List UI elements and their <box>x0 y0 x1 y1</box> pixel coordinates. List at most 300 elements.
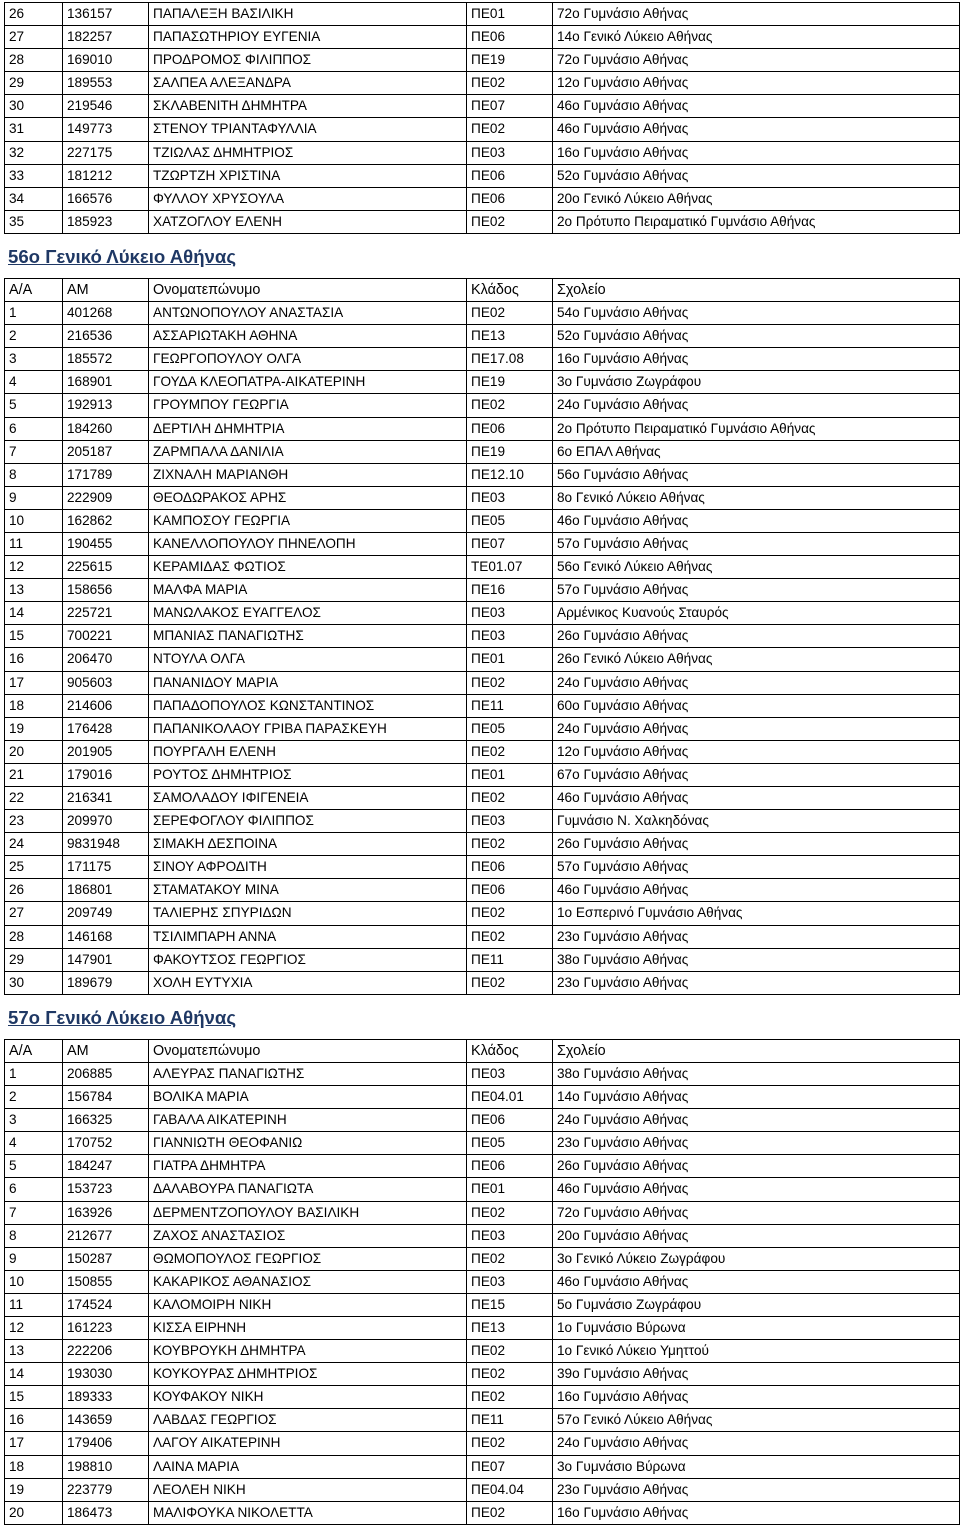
cell-school: 3ο Γυμνάσιο Ζωγράφου <box>553 371 960 394</box>
cell-name: ΘΕΟΔΩΡΑΚΟΣ ΑΡΗΣ <box>149 486 467 509</box>
table-header-row <box>5 278 960 301</box>
cell-school: 46ο Γυμνάσιο Αθήνας <box>553 118 960 141</box>
cell-klados: ΠΕ11 <box>467 1409 553 1432</box>
cell-klados: ΠΕ06 <box>467 187 553 210</box>
cell-klados: ΠΕ03 <box>467 141 553 164</box>
cell-aa: 20 <box>5 1501 63 1524</box>
cell-school: 57ο Γυμνάσιο Αθήνας <box>553 532 960 555</box>
table-row <box>5 187 960 210</box>
table-row <box>5 1455 960 1478</box>
cell-name: ΚΑΜΠΟΣΟΥ ΓΕΩΡΓΙΑ <box>149 509 467 532</box>
cell-school: 23ο Γυμνάσιο Αθήνας <box>553 925 960 948</box>
cell-am: 225721 <box>63 602 149 625</box>
cell-am: 189553 <box>63 72 149 95</box>
cell-school: 72ο Γυμνάσιο Αθήνας <box>553 1201 960 1224</box>
table-row <box>5 164 960 187</box>
cell-aa: 9 <box>5 1247 63 1270</box>
cell-am: 143659 <box>63 1409 149 1432</box>
cell-klados: ΠΕ03 <box>467 625 553 648</box>
cell-school: Γυμνάσιο Ν. Χαλκηδόνας <box>553 810 960 833</box>
cell-aa: 19 <box>5 717 63 740</box>
school-section <box>4 2 959 234</box>
cell-am: 168901 <box>63 371 149 394</box>
cell-klados: ΠΕ06 <box>467 879 553 902</box>
cell-am: 192913 <box>63 394 149 417</box>
cell-klados: ΠΕ19 <box>467 49 553 72</box>
table-row <box>5 1086 960 1109</box>
cell-name: ΛΑΓΟΥ ΑΙΚΑΤΕΡΙΝΗ <box>149 1432 467 1455</box>
cell-name: ΚΟΥΒΡΟΥΚΗ ΔΗΜΗΤΡΑ <box>149 1340 467 1363</box>
table-row <box>5 1201 960 1224</box>
cell-name: ΔΕΡΤΙΛΗ ΔΗΜΗΤΡΙΑ <box>149 417 467 440</box>
cell-aa: 21 <box>5 763 63 786</box>
roster-table <box>4 2 960 234</box>
table-row <box>5 902 960 925</box>
column-header-name: Ονοματεπώνυμο <box>149 1039 467 1062</box>
cell-am: 171175 <box>63 856 149 879</box>
cell-aa: 34 <box>5 187 63 210</box>
cell-name: ΓΟΥΔΑ ΚΛΕΟΠΑΤΡΑ-ΑΙΚΑΤΕΡΙΝΗ <box>149 371 467 394</box>
cell-am: 150855 <box>63 1270 149 1293</box>
cell-name: ΖΑΧΟΣ ΑΝΑΣΤΑΣΙΟΣ <box>149 1224 467 1247</box>
cell-name: ΤΑΛΙΕΡΗΣ ΣΠΥΡΙΔΩΝ <box>149 902 467 925</box>
cell-klados: ΠΕ06 <box>467 856 553 879</box>
cell-school: 16ο Γυμνάσιο Αθήνας <box>553 1386 960 1409</box>
table-row <box>5 1109 960 1132</box>
table-row <box>5 602 960 625</box>
cell-school: 14ο Γενικό Λύκειο Αθήνας <box>553 26 960 49</box>
cell-klados: ΠΕ19 <box>467 371 553 394</box>
cell-klados: ΠΕ13 <box>467 1316 553 1339</box>
table-row <box>5 717 960 740</box>
cell-aa: 32 <box>5 141 63 164</box>
cell-school: 24ο Γυμνάσιο Αθήνας <box>553 1109 960 1132</box>
cell-aa: 6 <box>5 417 63 440</box>
cell-aa: 15 <box>5 1386 63 1409</box>
table-row <box>5 1386 960 1409</box>
cell-school: 38ο Γυμνάσιο Αθήνας <box>553 1062 960 1085</box>
school-section <box>4 995 959 1525</box>
cell-school: 24ο Γυμνάσιο Αθήνας <box>553 717 960 740</box>
cell-name: ΠΑΠΑΝΙΚΟΛΑΟΥ ΓΡΙΒΑ ΠΑΡΑΣΚΕΥΗ <box>149 717 467 740</box>
cell-name: ΠΑΠΑΔΟΠΟΥΛΟΣ ΚΩΝΣΤΑΝΤΙΝΟΣ <box>149 694 467 717</box>
cell-name: ΠΑΠΑΛΕΞΗ ΒΑΣΙΛΙΚΗ <box>149 3 467 26</box>
cell-klados: ΠΕ11 <box>467 694 553 717</box>
cell-school: 54ο Γυμνάσιο Αθήνας <box>553 302 960 325</box>
table-row <box>5 3 960 26</box>
cell-klados: ΠΕ05 <box>467 509 553 532</box>
cell-am: 163926 <box>63 1201 149 1224</box>
cell-school: 16ο Γυμνάσιο Αθήνας <box>553 1501 960 1524</box>
table-row <box>5 625 960 648</box>
column-header-school: Σχολείο <box>553 1039 960 1062</box>
cell-am: 184260 <box>63 417 149 440</box>
cell-name: ΜΑΛΙΦΟΥΚΑ ΝΙΚΟΛΕΤΤΑ <box>149 1501 467 1524</box>
cell-klados: ΠΕ05 <box>467 717 553 740</box>
cell-am: 147901 <box>63 948 149 971</box>
cell-school: 3ο Γυμνάσιο Βύρωνα <box>553 1455 960 1478</box>
cell-school: 16ο Γυμνάσιο Αθήνας <box>553 348 960 371</box>
cell-klados: ΠΕ02 <box>467 1501 553 1524</box>
cell-klados: ΠΕ06 <box>467 164 553 187</box>
cell-am: 169010 <box>63 49 149 72</box>
cell-school: 16ο Γυμνάσιο Αθήνας <box>553 141 960 164</box>
cell-aa: 27 <box>5 26 63 49</box>
cell-am: 222909 <box>63 486 149 509</box>
cell-name: ΓΕΩΡΓΟΠΟΥΛΟΥ ΟΛΓΑ <box>149 348 467 371</box>
cell-aa: 17 <box>5 671 63 694</box>
cell-klados: ΠΕ02 <box>467 1363 553 1386</box>
cell-klados: ΠΕ19 <box>467 440 553 463</box>
table-row <box>5 1132 960 1155</box>
cell-aa: 25 <box>5 856 63 879</box>
cell-name: ΓΙΑΤΡΑ ΔΗΜΗΤΡΑ <box>149 1155 467 1178</box>
cell-am: 700221 <box>63 625 149 648</box>
section-title <box>4 995 959 1039</box>
cell-name: ΠΑΝΑΝΙΔΟΥ ΜΑΡΙΑ <box>149 671 467 694</box>
table-row <box>5 1316 960 1339</box>
table-row <box>5 509 960 532</box>
cell-aa: 7 <box>5 1201 63 1224</box>
cell-school: 5ο Γυμνάσιο Ζωγράφου <box>553 1293 960 1316</box>
cell-name: ΣΤΕΝΟΥ ΤΡΙΑΝΤΑΦΥΛΛΙΑ <box>149 118 467 141</box>
table-row <box>5 532 960 555</box>
cell-school: 26ο Γυμνάσιο Αθήνας <box>553 1155 960 1178</box>
cell-school: 20ο Γενικό Λύκειο Αθήνας <box>553 187 960 210</box>
cell-school: 8ο Γενικό Λύκειο Αθήνας <box>553 486 960 509</box>
cell-name: ΖΙΧΝΑΛΗ ΜΑΡΙΑΝΘΗ <box>149 463 467 486</box>
cell-school: 46ο Γυμνάσιο Αθήνας <box>553 1178 960 1201</box>
cell-school: 46ο Γυμνάσιο Αθήνας <box>553 1270 960 1293</box>
cell-klados: ΠΕ02 <box>467 787 553 810</box>
column-header-aa: Α/Α <box>5 1039 63 1062</box>
cell-am: 185923 <box>63 210 149 233</box>
cell-school: 26ο Γενικό Λύκειο Αθήνας <box>553 648 960 671</box>
cell-klados: ΠΕ17.08 <box>467 348 553 371</box>
cell-aa: 14 <box>5 602 63 625</box>
cell-klados: ΠΕ01 <box>467 3 553 26</box>
cell-name: ΡΟΥΤΟΣ ΔΗΜΗΤΡΙΟΣ <box>149 763 467 786</box>
cell-am: 156784 <box>63 1086 149 1109</box>
table-row <box>5 302 960 325</box>
table-row <box>5 671 960 694</box>
cell-aa: 8 <box>5 463 63 486</box>
cell-name: ΧΟΛΗ ΕΥΤΥΧΙΑ <box>149 971 467 994</box>
table-row <box>5 95 960 118</box>
cell-aa: 8 <box>5 1224 63 1247</box>
column-header-aa: Α/Α <box>5 278 63 301</box>
cell-aa: 28 <box>5 49 63 72</box>
cell-school: 23ο Γυμνάσιο Αθήνας <box>553 1478 960 1501</box>
cell-school: 1ο Γενικό Λύκειο Υμηττού <box>553 1340 960 1363</box>
cell-am: 189679 <box>63 971 149 994</box>
cell-school: 72ο Γυμνάσιο Αθήνας <box>553 3 960 26</box>
cell-aa: 19 <box>5 1478 63 1501</box>
table-row <box>5 763 960 786</box>
cell-aa: 27 <box>5 902 63 925</box>
cell-aa: 20 <box>5 740 63 763</box>
cell-aa: 3 <box>5 348 63 371</box>
cell-aa: 18 <box>5 694 63 717</box>
roster-table <box>4 278 960 995</box>
cell-am: 186473 <box>63 1501 149 1524</box>
table-row <box>5 1270 960 1293</box>
cell-aa: 18 <box>5 1455 63 1478</box>
table-row <box>5 1062 960 1085</box>
cell-name: ΘΩΜΟΠΟΥΛΟΣ ΓΕΩΡΓΙΟΣ <box>149 1247 467 1270</box>
table-row <box>5 463 960 486</box>
cell-school: 52ο Γυμνάσιο Αθήνας <box>553 164 960 187</box>
cell-aa: 26 <box>5 3 63 26</box>
cell-aa: 4 <box>5 371 63 394</box>
cell-klados: ΠΕ02 <box>467 925 553 948</box>
cell-aa: 26 <box>5 879 63 902</box>
cell-name: ΚΟΥΚΟΥΡΑΣ ΔΗΜΗΤΡΙΟΣ <box>149 1363 467 1386</box>
cell-am: 179406 <box>63 1432 149 1455</box>
table-row <box>5 26 960 49</box>
table-row <box>5 1409 960 1432</box>
cell-am: 209970 <box>63 810 149 833</box>
cell-school: 2ο Πρότυπο Πειραματικό Γυμνάσιο Αθήνας <box>553 417 960 440</box>
cell-aa: 11 <box>5 532 63 555</box>
cell-klados: ΠΕ13 <box>467 325 553 348</box>
table-row <box>5 740 960 763</box>
cell-aa: 23 <box>5 810 63 833</box>
column-header-klados: Κλάδος <box>467 1039 553 1062</box>
cell-aa: 12 <box>5 1316 63 1339</box>
cell-school: 6ο ΕΠΑΛ Αθήνας <box>553 440 960 463</box>
cell-school: 26ο Γυμνάσιο Αθήνας <box>553 833 960 856</box>
cell-klados: ΠΕ02 <box>467 72 553 95</box>
table-row <box>5 948 960 971</box>
cell-am: 170752 <box>63 1132 149 1155</box>
table-row <box>5 648 960 671</box>
cell-klados: ΠΕ02 <box>467 302 553 325</box>
table-row <box>5 556 960 579</box>
cell-aa: 30 <box>5 95 63 118</box>
cell-aa: 29 <box>5 948 63 971</box>
cell-klados: ΠΕ03 <box>467 602 553 625</box>
cell-klados: ΠΕ01 <box>467 648 553 671</box>
cell-klados: ΠΕ15 <box>467 1293 553 1316</box>
cell-am: 150287 <box>63 1247 149 1270</box>
cell-am: 166576 <box>63 187 149 210</box>
cell-aa: 33 <box>5 164 63 187</box>
cell-name: ΔΕΡΜΕΝΤΖΟΠΟΥΛΟΥ ΒΑΣΙΛΙΚΗ <box>149 1201 467 1224</box>
cell-am: 185572 <box>63 348 149 371</box>
cell-name: ΔΑΛΑΒΟΥΡΑ ΠΑΝΑΓΙΩΤΑ <box>149 1178 467 1201</box>
cell-school: 60ο Γυμνάσιο Αθήνας <box>553 694 960 717</box>
cell-name: ΜΑΛΦΑ ΜΑΡΙΑ <box>149 579 467 602</box>
cell-aa: 16 <box>5 1409 63 1432</box>
cell-name: ΖΑΡΜΠΑΛΑ ΔΑΝΙΛΙΑ <box>149 440 467 463</box>
cell-aa: 9 <box>5 486 63 509</box>
cell-name: ΠΑΠΑΣΩΤΗΡΙΟΥ ΕΥΓΕΝΙΑ <box>149 26 467 49</box>
cell-aa: 5 <box>5 394 63 417</box>
cell-aa: 10 <box>5 509 63 532</box>
cell-school: 39ο Γυμνάσιο Αθήνας <box>553 1363 960 1386</box>
cell-klados: ΠΕ02 <box>467 671 553 694</box>
cell-am: 223779 <box>63 1478 149 1501</box>
table-row <box>5 856 960 879</box>
cell-klados: ΠΕ05 <box>467 1132 553 1155</box>
table-row <box>5 1155 960 1178</box>
cell-klados: ΠΕ02 <box>467 1201 553 1224</box>
table-row <box>5 1340 960 1363</box>
cell-school: 2ο Πρότυπο Πειραματικό Γυμνάσιο Αθήνας <box>553 210 960 233</box>
table-row <box>5 417 960 440</box>
cell-name: ΓΡΟΥΜΠΟΥ ΓΕΩΡΓΙΑ <box>149 394 467 417</box>
cell-klados: ΠΕ02 <box>467 1340 553 1363</box>
table-row <box>5 1478 960 1501</box>
cell-name: ΤΣΙΛΙΜΠΑΡΗ ΑΝΝΑ <box>149 925 467 948</box>
cell-school: 38ο Γυμνάσιο Αθήνας <box>553 948 960 971</box>
cell-klados: ΠΕ12.10 <box>467 463 553 486</box>
cell-klados: ΠΕ03 <box>467 1224 553 1247</box>
cell-school: Αρμένικος Κυανούς Σταυρός <box>553 602 960 625</box>
cell-am: 184247 <box>63 1155 149 1178</box>
cell-am: 182257 <box>63 26 149 49</box>
section-title-text: 56ο Γενικό Λύκειο Αθήνας <box>8 245 236 267</box>
cell-aa: 17 <box>5 1432 63 1455</box>
cell-school: 24ο Γυμνάσιο Αθήνας <box>553 1432 960 1455</box>
table-header-row <box>5 1039 960 1062</box>
cell-am: 209749 <box>63 902 149 925</box>
cell-school: 56ο Γυμνάσιο Αθήνας <box>553 463 960 486</box>
cell-name: ΤΖΙΩΛΑΣ ΔΗΜΗΤΡΙΟΣ <box>149 141 467 164</box>
cell-name: ΛΑΒΔΑΣ ΓΕΩΡΓΙΟΣ <box>149 1409 467 1432</box>
cell-school: 1ο Γυμνάσιο Βύρωνα <box>553 1316 960 1339</box>
cell-klados: ΠΕ16 <box>467 579 553 602</box>
cell-am: 401268 <box>63 302 149 325</box>
cell-klados: ΠΕ07 <box>467 532 553 555</box>
table-row <box>5 141 960 164</box>
cell-am: 186801 <box>63 879 149 902</box>
cell-name: ΣΙΝΟΥ ΑΦΡΟΔΙΤΗ <box>149 856 467 879</box>
cell-klados: ΠΕ02 <box>467 740 553 763</box>
column-header-klados: Κλάδος <box>467 278 553 301</box>
cell-school: 57ο Γυμνάσιο Αθήνας <box>553 579 960 602</box>
roster-table <box>4 1039 960 1525</box>
cell-aa: 31 <box>5 118 63 141</box>
cell-name: ΚΙΣΣΑ ΕΙΡΗΝΗ <box>149 1316 467 1339</box>
cell-klados: ΠΕ11 <box>467 948 553 971</box>
cell-aa: 28 <box>5 925 63 948</box>
table-row <box>5 1432 960 1455</box>
cell-klados: ΠΕ02 <box>467 902 553 925</box>
cell-klados: ΠΕ02 <box>467 1247 553 1270</box>
table-row <box>5 694 960 717</box>
cell-klados: ΠΕ02 <box>467 971 553 994</box>
cell-klados: ΠΕ03 <box>467 1270 553 1293</box>
table-row <box>5 579 960 602</box>
cell-aa: 22 <box>5 787 63 810</box>
cell-aa: 5 <box>5 1155 63 1178</box>
table-row <box>5 879 960 902</box>
cell-klados: ΠΕ02 <box>467 1386 553 1409</box>
cell-school: 46ο Γυμνάσιο Αθήνας <box>553 879 960 902</box>
cell-am: 136157 <box>63 3 149 26</box>
cell-school: 67ο Γυμνάσιο Αθήνας <box>553 763 960 786</box>
cell-school: 23ο Γυμνάσιο Αθήνας <box>553 971 960 994</box>
cell-aa: 11 <box>5 1293 63 1316</box>
cell-am: 179016 <box>63 763 149 786</box>
cell-name: ΠΡΟΔΡΟΜΟΣ ΦΙΛΙΠΠΟΣ <box>149 49 467 72</box>
section-title <box>4 234 959 278</box>
column-header-school: Σχολείο <box>553 278 960 301</box>
cell-school: 3ο Γενικό Λύκειο Ζωγράφου <box>553 1247 960 1270</box>
cell-name: ΣΑΛΠΕΑ ΑΛΕΞΑΝΔΡΑ <box>149 72 467 95</box>
cell-school: 72ο Γυμνάσιο Αθήνας <box>553 49 960 72</box>
cell-name: ΚΑΝΕΛΛΟΠΟΥΛΟΥ ΠΗΝΕΛΟΠΗ <box>149 532 467 555</box>
cell-am: 205187 <box>63 440 149 463</box>
cell-school: 24ο Γυμνάσιο Αθήνας <box>553 394 960 417</box>
table-row <box>5 348 960 371</box>
cell-am: 171789 <box>63 463 149 486</box>
cell-aa: 16 <box>5 648 63 671</box>
cell-am: 905603 <box>63 671 149 694</box>
cell-name: ΦΥΛΛΟΥ ΧΡΥΣΟΥΛΑ <box>149 187 467 210</box>
cell-name: ΝΤΟΥΛΑ ΟΛΓΑ <box>149 648 467 671</box>
cell-aa: 14 <box>5 1363 63 1386</box>
cell-aa: 3 <box>5 1109 63 1132</box>
cell-am: 9831948 <box>63 833 149 856</box>
cell-name: ΓΑΒΑΛΑ ΑΙΚΑΤΕΡΙΝΗ <box>149 1109 467 1132</box>
cell-aa: 7 <box>5 440 63 463</box>
cell-aa: 13 <box>5 579 63 602</box>
column-header-name: Ονοματεπώνυμο <box>149 278 467 301</box>
cell-am: 219546 <box>63 95 149 118</box>
cell-aa: 13 <box>5 1340 63 1363</box>
table-row <box>5 486 960 509</box>
column-header-am: ΑΜ <box>63 278 149 301</box>
cell-klados: ΠΕ06 <box>467 417 553 440</box>
cell-am: 212677 <box>63 1224 149 1247</box>
cell-aa: 35 <box>5 210 63 233</box>
cell-klados: ΠΕ02 <box>467 210 553 233</box>
cell-name: ΑΛΕΥΡΑΣ ΠΑΝΑΓΙΩΤΗΣ <box>149 1062 467 1085</box>
cell-am: 222206 <box>63 1340 149 1363</box>
cell-am: 161223 <box>63 1316 149 1339</box>
table-row <box>5 1178 960 1201</box>
table-row <box>5 72 960 95</box>
cell-school: 20ο Γυμνάσιο Αθήνας <box>553 1224 960 1247</box>
table-row <box>5 1224 960 1247</box>
cell-name: ΤΖΩΡΤΖΗ ΧΡΙΣΤΙΝΑ <box>149 164 467 187</box>
cell-school: 12ο Γυμνάσιο Αθήνας <box>553 740 960 763</box>
cell-name: ΣΕΡΕΦΟΓΛΟΥ ΦΙΛΙΠΠΟΣ <box>149 810 467 833</box>
table-row <box>5 787 960 810</box>
cell-name: ΚΑΚΑΡΙΚΟΣ ΑΘΑΝΑΣΙΟΣ <box>149 1270 467 1293</box>
table-row <box>5 971 960 994</box>
cell-klados: ΠΕ07 <box>467 95 553 118</box>
cell-school: 23ο Γυμνάσιο Αθήνας <box>553 1132 960 1155</box>
table-row <box>5 210 960 233</box>
cell-am: 162862 <box>63 509 149 532</box>
cell-am: 216536 <box>63 325 149 348</box>
cell-aa: 30 <box>5 971 63 994</box>
cell-klados: ΠΕ03 <box>467 486 553 509</box>
cell-klados: ΠΕ04.01 <box>467 1086 553 1109</box>
cell-klados: ΠΕ02 <box>467 1432 553 1455</box>
cell-am: 174524 <box>63 1293 149 1316</box>
cell-aa: 2 <box>5 325 63 348</box>
cell-am: 146168 <box>63 925 149 948</box>
cell-name: ΚΟΥΦΑΚΟΥ ΝΙΚΗ <box>149 1386 467 1409</box>
table-row <box>5 833 960 856</box>
table-row <box>5 371 960 394</box>
cell-aa: 29 <box>5 72 63 95</box>
